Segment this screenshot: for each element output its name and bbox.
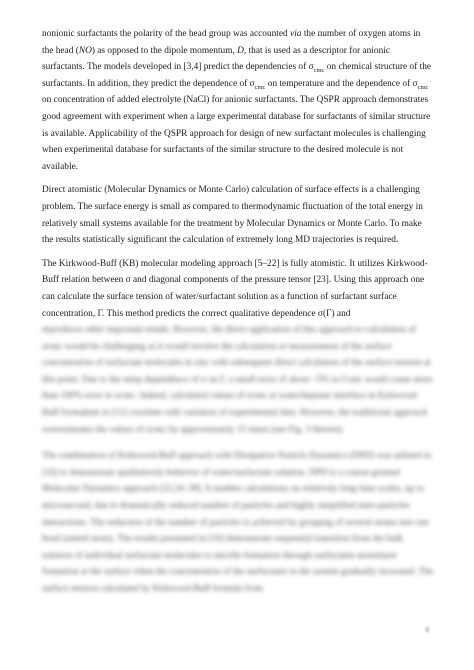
paragraph-3 [42, 256, 434, 322]
text-run: on concentration of added electrolyte (NaCl) for anionic surfactants. The QSPR approach demonstrates good agreement with experiment when a large experimental database for surfactants of similar structure is available. Applicability of the QSPR approach for design of new surfactant molecules is challenging when experimental database for surfactants of the similar structure to the desired molecule is not available. [42, 95, 431, 172]
body-text [42, 26, 434, 605]
paragraph-2: Direct atomistic (Molecular Dynamics or Monte Carlo) calculation of surface effects is a challenging problem. The surface energy is small as compared to thermodynamic fluctuation of the total energy in relatively small systems available for the treatment by Molecular Dynamics or Monte Carlo. To make the results statistically significant the calculation of extremely long MD trajectories is required. [42, 185, 423, 246]
text-run-italic: NO [78, 45, 92, 56]
text-run: , that is used as a descriptor for anionic surfactants. The models developed in [3,4] predict the dependencies of σ [42, 45, 390, 73]
paragraph-1 [42, 26, 434, 175]
page-number: 4 [425, 625, 429, 634]
text-run: The Kirkwood-Buff (KB) molecular modeling approach [5–22] is fully atomistic. It utilizes Kirkwood-Buff relation between σ and diagonal components of the pressure tensor [23]. Using this approach one can calculate the surface tension of water/surfactant solution as a function of surfactant surface concentration, Γ. This method predicts the correct qualitative dependence σ(Γ) and [42, 258, 428, 319]
text-run: on temperature and the dependence of σ [265, 78, 418, 89]
text-run-italic: D [237, 45, 244, 56]
text-run: on chemical structure of the surfactants. In addition, they predict the dependence of σ [42, 62, 432, 89]
text-run: nonionic surfactants the polarity of the head group was accounted [42, 29, 291, 39]
text-run: the number of oxygen atoms in the head ( [42, 29, 421, 56]
paragraph-3-continued: reproduces other important trends. However, the direct application of this approach to calculation of σcmc would be challenging as it would involve the calculation or measurement of the surface concentration of surfactant molecules at cmc with subsequent direct calculation of the surface tension at this point. Due to the steep dependence of σ on Γ, a small error of about ~5% in Γcmc would cause more than 100% error in σcmc. Indeed, calculated values of σcmc at water/heptane interface in Kirkwood-Buff formalism in [11] correlate with variation of experimental data. However, the traditional approach overestimates the values of σcmc by approximately 15 times (see Fig. 3 therein). [42, 325, 433, 435]
paragraph-4: The combination of Kirkwood-Buff approach with Dissipative Particle Dynamics (DPD) was utilized in [16] to demonstrate qualitatively behavior of water/surfactant solution. DPD is a coarse-grained Molecular Dynamics approach [22,24–39]. It enables calculations on relatively long time scales, up to microsecond, due to dramatically reduced number of particles and highly simplified inter-particles interactions. The reduction of the number of particles is achieved by grouping of several atoms into one bead (united atom). The results presented in [16] demonstrate sequential transition from the bulk solution of individual surfactant molecules to micelle formation through surfactants monolayer formation at the surface when the concentration of the surfactants in the system gradually increased. The surface tension calculated by Kirkwood-Buff formula from [42, 451, 434, 594]
subscript: cmc [313, 67, 325, 75]
subscript: cmc [254, 83, 266, 91]
subscript: cmc [417, 83, 429, 91]
text-run-italic: via [290, 29, 302, 39]
text-run: ) as opposed to the dipole momentum, [91, 45, 238, 56]
